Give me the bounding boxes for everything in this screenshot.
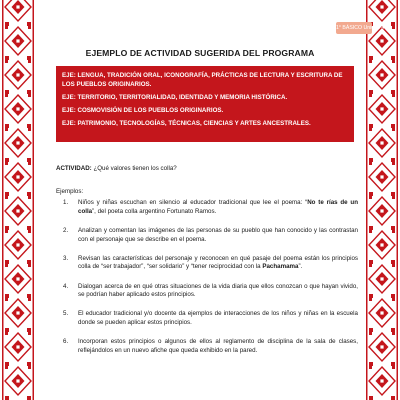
diamond-center (16, 107, 19, 110)
step-motif (27, 22, 31, 26)
step-motif (5, 94, 8, 97)
list-item (56, 338, 358, 355)
item-text: El educador tradicional y/o docente da ejemplos de interacciones de los niños y niñas en la escuela donde se pueden aplicar estos principios. (78, 310, 358, 326)
step-motif (5, 124, 9, 128)
diamond-center (380, 141, 383, 144)
item-text-end: ”. (298, 263, 303, 271)
list-item (56, 199, 358, 216)
step-motif (392, 162, 395, 165)
step-motif (5, 90, 9, 94)
diamond-center (380, 39, 383, 42)
diamond-center (16, 175, 19, 178)
step-motif (5, 22, 9, 26)
step-motif (5, 328, 9, 332)
step-motif (369, 226, 373, 230)
step-motif (392, 332, 395, 335)
step-motif (5, 26, 8, 29)
border-line (397, 0, 399, 400)
step-motif (28, 264, 31, 267)
step-motif (27, 226, 31, 230)
step-motif (369, 396, 373, 400)
examples-list (56, 199, 358, 355)
diamond-center (380, 175, 383, 178)
step-motif (392, 94, 395, 97)
step-motif (391, 328, 395, 332)
step-motif (5, 226, 9, 230)
eje-item: EJE: COSMOVISIÓN DE LOS PUEBLOS ORIGINARIOS. (62, 107, 224, 114)
list-item (56, 227, 358, 244)
step-motif (27, 396, 31, 400)
step-motif (5, 196, 8, 199)
item-number: 5. (63, 310, 69, 318)
eje-item: EJE: LENGUA, TRADICIÓN ORAL, ICONOGRAFÍA, PRÁCTICAS DE LECTURA Y ESCRITURA DE LOS PUEBLOS ORIGINARIOS. (62, 72, 343, 88)
list-item (56, 283, 358, 300)
list-item (56, 310, 358, 327)
step-motif (27, 56, 31, 60)
step-motif (392, 60, 395, 63)
step-motif (369, 56, 373, 60)
step-motif (369, 124, 373, 128)
step-motif (5, 264, 8, 267)
step-motif (5, 60, 8, 63)
step-motif (369, 162, 372, 165)
step-motif (391, 396, 395, 400)
right-decorative-border (364, 0, 400, 400)
step-motif (391, 158, 395, 162)
item-number: 4. (63, 282, 69, 290)
item-text-end: ”, del poeta colla argentino Fortunato Ramos. (92, 207, 217, 215)
step-motif (391, 90, 395, 94)
item-text: Dialogan acerca de en qué otras situaciones de la vida diaria que ellos conozcan o que hayan vivido, se podrían haber aplicado estos principios. (78, 282, 358, 299)
step-motif (391, 124, 395, 128)
step-motif (369, 264, 372, 267)
activity-content (56, 165, 358, 366)
diamond-center (380, 311, 383, 314)
step-motif (5, 192, 9, 196)
item-text: Niños y niñas escuchan en silencio al educador tradicional que lee el poema: “ (78, 199, 308, 207)
item-number: 3. (63, 254, 69, 262)
item-text: Analizan y comentan las imágenes de las personas de su pueblo que han conocido y las contrastan con el personaje que se describe en el poema. (78, 226, 358, 243)
item-text: Incorporan estos principios o algunos de ellos al reglamento de disciplina de la sala de clases, reflejándolos en un nuevo afiche que queda exhibido en la pared. (78, 338, 358, 354)
step-motif (28, 26, 31, 29)
item-number: 6. (63, 338, 69, 346)
step-motif (369, 328, 373, 332)
activity-label: ACTIVIDAD: (56, 165, 92, 172)
step-motif (27, 328, 31, 332)
step-motif (369, 94, 372, 97)
step-motif (27, 124, 31, 128)
step-motif (28, 196, 31, 199)
step-motif (28, 94, 31, 97)
diamond-center (16, 141, 19, 144)
diamond-center (16, 243, 19, 246)
step-motif (391, 22, 395, 26)
diamond-center (380, 379, 383, 382)
step-motif (392, 196, 395, 199)
step-motif (369, 230, 372, 233)
diamond-center (16, 311, 19, 314)
step-motif (392, 230, 395, 233)
item-bold: Pachamama (262, 263, 299, 271)
step-motif (369, 192, 373, 196)
diamond-center (380, 345, 383, 348)
step-motif (391, 226, 395, 230)
step-motif (27, 260, 31, 264)
border-line (2, 0, 4, 400)
step-motif (369, 332, 372, 335)
diamond-center (16, 73, 19, 76)
diamond-center (380, 209, 383, 212)
grade-unit-badge: 1° BÁSICO Unidad 4 (336, 22, 372, 34)
step-motif (28, 128, 31, 131)
step-motif (369, 128, 372, 131)
border-line (366, 0, 368, 400)
step-motif (392, 128, 395, 131)
step-motif (5, 158, 9, 162)
border-line (33, 0, 35, 400)
step-motif (369, 260, 373, 264)
left-decorative-border (0, 0, 36, 400)
step-motif (27, 192, 31, 196)
diamond-center (16, 379, 19, 382)
diamond-center (16, 5, 19, 8)
ejes-box (56, 66, 354, 142)
diamond-center (16, 39, 19, 42)
step-motif (27, 90, 31, 94)
diamond-center (380, 5, 383, 8)
step-motif (5, 332, 8, 335)
step-motif (27, 158, 31, 162)
step-motif (5, 162, 8, 165)
step-motif (28, 230, 31, 233)
step-motif (391, 362, 395, 366)
step-motif (391, 294, 395, 298)
activity-text: ¿Qué valores tienen los colla? (91, 165, 177, 172)
step-motif (27, 294, 31, 298)
step-motif (391, 192, 395, 196)
step-motif (392, 366, 395, 369)
step-motif (391, 56, 395, 60)
step-motif (5, 298, 8, 301)
step-motif (28, 60, 31, 63)
diamond-center (16, 209, 19, 212)
page-title: EJEMPLO DE ACTIVIDAD SUGERIDA DEL PROGRAMA (85, 48, 315, 58)
diamond-center (16, 277, 19, 280)
diamond-center (380, 73, 383, 76)
step-motif (5, 396, 9, 400)
step-motif (369, 294, 373, 298)
diamond-center (380, 107, 383, 110)
step-motif (369, 298, 372, 301)
eje-item: EJE: TERRITORIO, TERRITORIALIDAD, IDENTIDAD Y MEMORIA HISTÓRICA. (62, 94, 288, 101)
step-motif (369, 60, 372, 63)
step-motif (28, 332, 31, 335)
step-motif (5, 366, 8, 369)
step-motif (5, 362, 9, 366)
step-motif (28, 366, 31, 369)
andean-pattern-right (364, 0, 400, 400)
andean-pattern-left (0, 0, 36, 400)
step-motif (5, 230, 8, 233)
step-motif (392, 298, 395, 301)
step-motif (5, 260, 9, 264)
step-motif (5, 56, 9, 60)
item-bold: No te rías de un colla (78, 199, 358, 215)
diamond-center (16, 345, 19, 348)
step-motif (391, 260, 395, 264)
step-motif (369, 196, 372, 199)
step-motif (5, 128, 8, 131)
examples-label: Ejemplos: (56, 187, 84, 195)
step-motif (392, 264, 395, 267)
step-motif (369, 90, 373, 94)
item-number: 1. (63, 199, 69, 207)
step-motif (28, 162, 31, 165)
step-motif (28, 298, 31, 301)
activity-question (56, 165, 358, 174)
step-motif (27, 362, 31, 366)
step-motif (392, 26, 395, 29)
diamond-center (380, 243, 383, 246)
step-motif (369, 158, 373, 162)
step-motif (369, 362, 373, 366)
item-number: 2. (63, 226, 69, 234)
list-item (56, 255, 358, 272)
diamond-center (380, 277, 383, 280)
step-motif (369, 366, 372, 369)
item-text: Revisan las características del personaje y reconocen en qué pasaje del poema están los principios colla de “ser trabajador”, “ser solidario” y “tener reciprocidad con la (78, 254, 358, 271)
eje-item: EJE: PATRIMONIO, TECNOLOGÍAS, TÉCNICAS, CIENCIAS Y ARTES ANCESTRALES. (62, 120, 311, 127)
step-motif (5, 294, 9, 298)
